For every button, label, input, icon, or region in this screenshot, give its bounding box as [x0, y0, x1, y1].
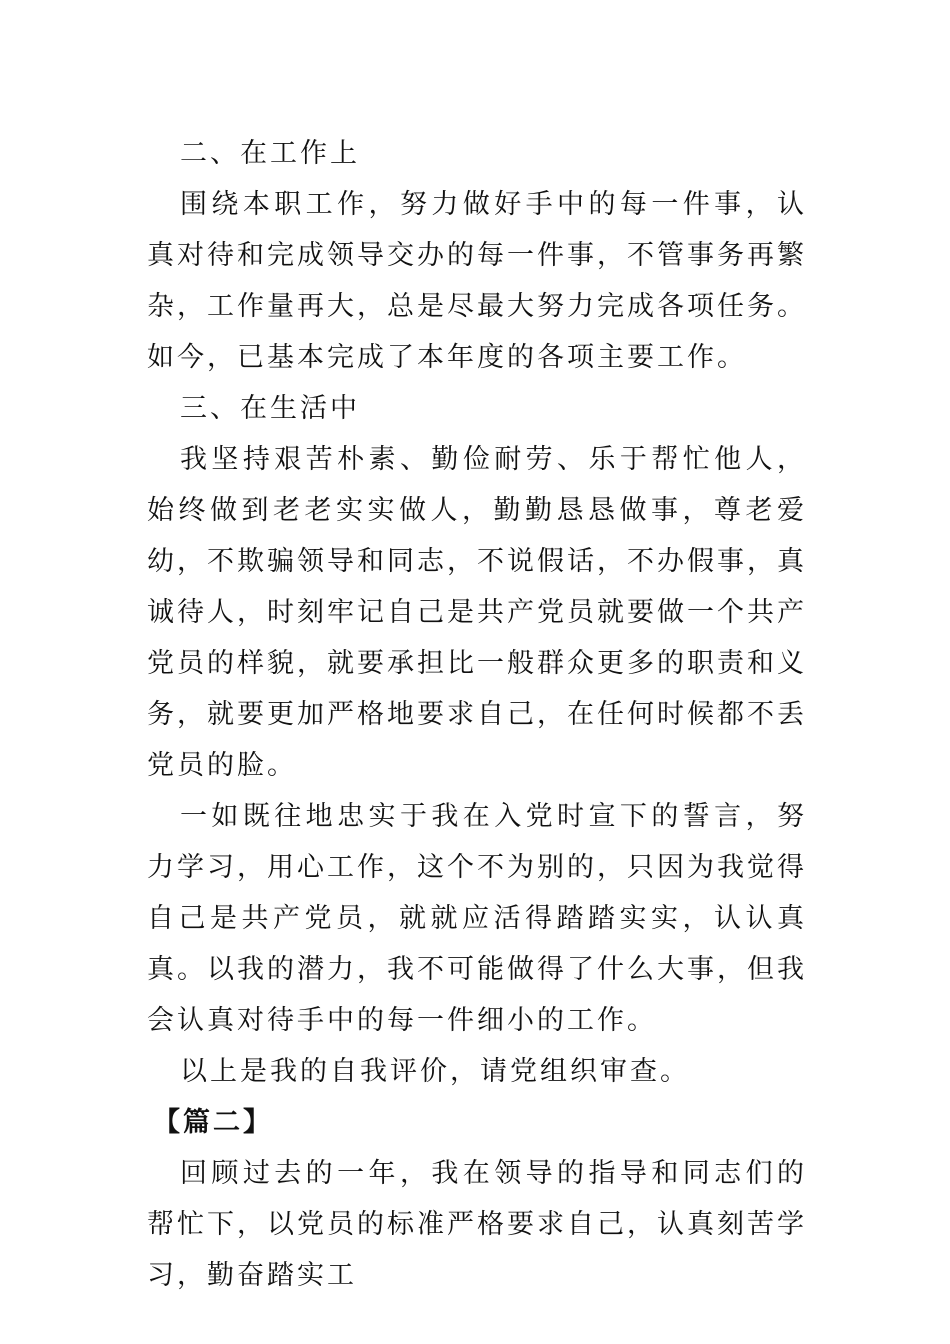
- document-body: [147, 128, 807, 1301]
- paragraph-review: 回顾过去的一年，我在领导的指导和同志们的帮忙下，以党员的标准严格要求自己，认真刻苦学习，勤奋踏实工: [147, 1158, 807, 1291]
- paragraph-closing: 以上是我的自我评价，请党组织审查。: [180, 1056, 690, 1087]
- section-title: 【篇二】: [153, 1107, 273, 1138]
- heading-work: 二、在工作上: [180, 138, 360, 169]
- paragraph-life: 我坚持艰苦朴素、勤俭耐劳、乐于帮忙他人，始终做到老老实实做人，勤勤恳恳做事，尊老爱幼，不欺骗领导和同志，不说假话，不办假事，真诚待人，时刻牢记自己是共产党员就要做一个共产党员的样貌，就要承担比一般群众更多的职责和义务，就要更加严格地要求自己，在任何时候都不丢党员的脸。: [147, 444, 807, 781]
- heading-life: 三、在生活中: [180, 393, 360, 424]
- paragraph-work: 围绕本职工作，努力做好手中的每一件事，认真对待和完成领导交办的每一件事，不管事务再繁杂，工作量再大，总是尽最大努力完成各项任务。如今，已基本完成了本年度的各项主要工作。: [147, 189, 807, 373]
- paragraph-oath: 一如既往地忠实于我在入党时宣下的誓言，努力学习，用心工作，这个不为别的，只因为我觉得自己是共产党员，就就应活得踏踏实实，认认真真。以我的潜力，我不可能做得了什么大事，但我会认真对待手中的每一件细小的工作。: [147, 801, 807, 1036]
